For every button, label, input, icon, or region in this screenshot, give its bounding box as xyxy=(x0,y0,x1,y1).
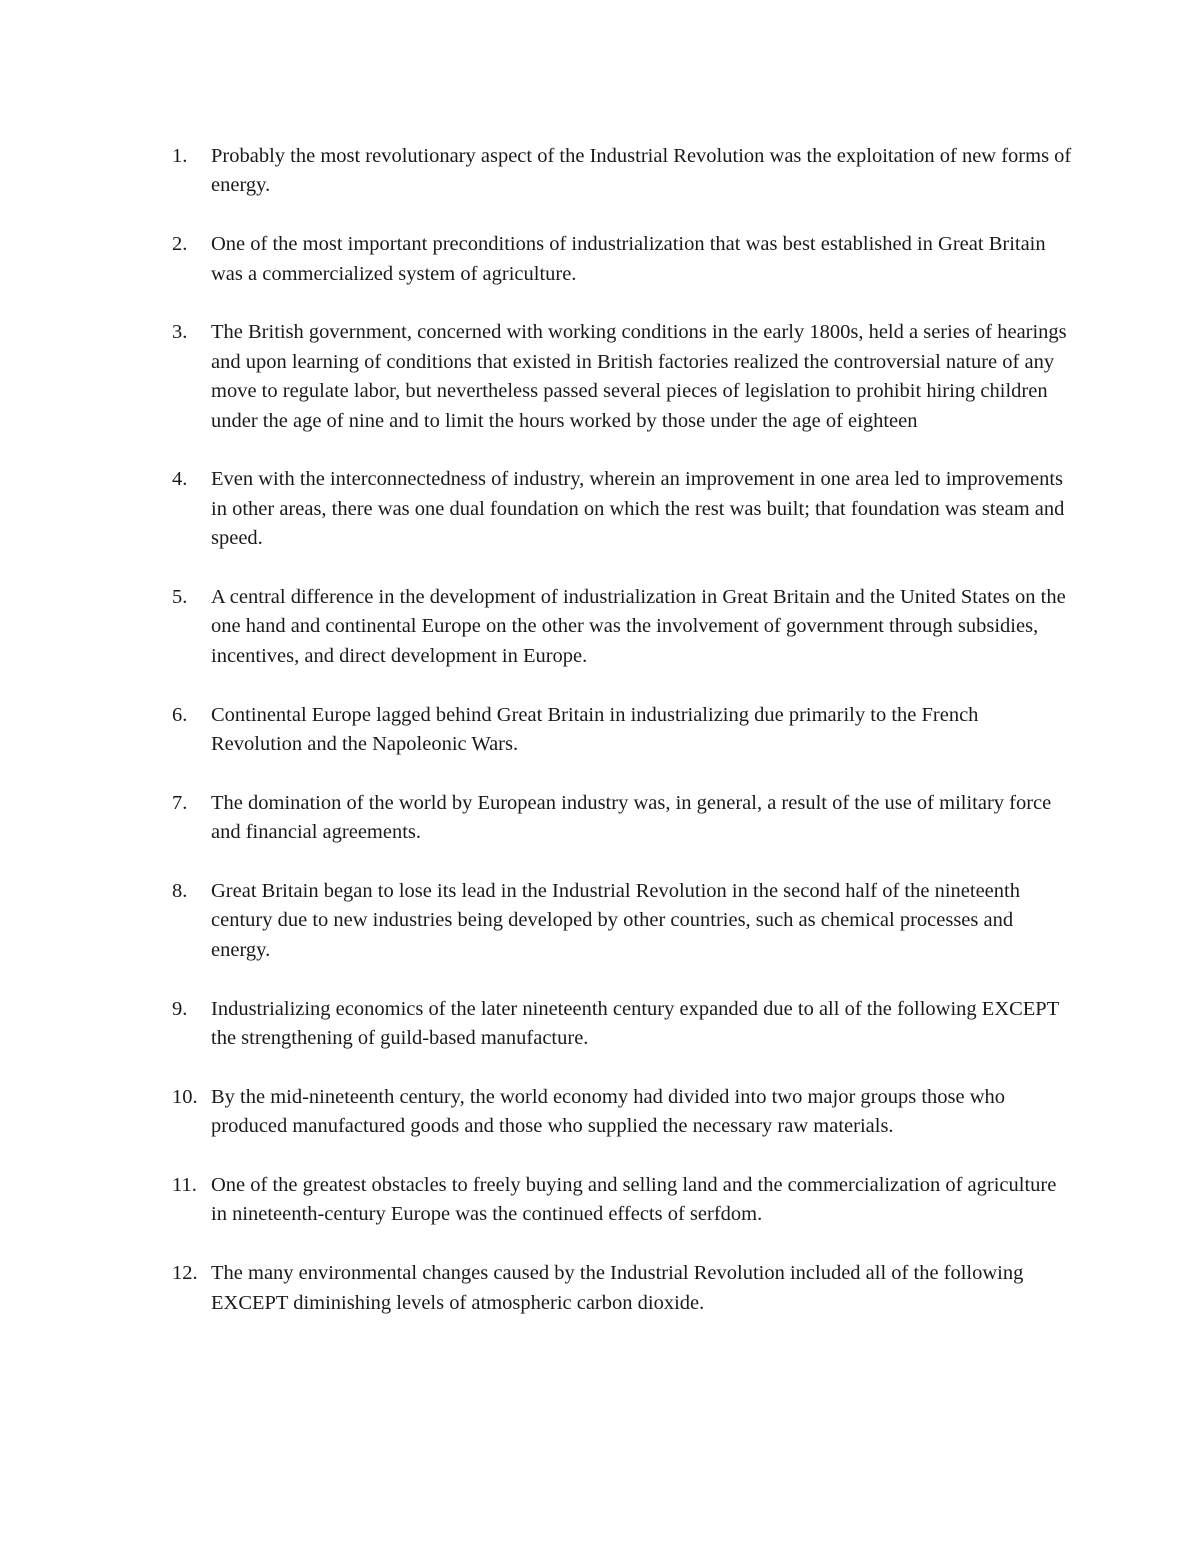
item-text: By the mid-nineteenth century, the world economy had divided into two major groups those who produced manufactured goods and those who supplied the necessary raw materials. xyxy=(211,1085,1006,1138)
list-item xyxy=(172,1259,1072,1318)
list-item xyxy=(172,877,1072,965)
item-text: One of the greatest obstacles to freely buying and selling land and the commercialization of agriculture in nineteenth-century Europe was the continued effects of serfdom. xyxy=(211,1174,1057,1226)
list-item xyxy=(172,318,1072,436)
item-number: 10. xyxy=(172,1085,198,1108)
item-number: 8. xyxy=(172,880,188,903)
list-item xyxy=(172,1171,1072,1230)
item-number: 7. xyxy=(172,791,188,814)
list-item xyxy=(172,465,1072,553)
list-item xyxy=(172,230,1072,289)
item-number: 9. xyxy=(172,997,188,1020)
list-item xyxy=(172,142,1072,201)
item-text: The British government, concerned with working conditions in the early 1800s, held a series of hearings and upon learning of conditions that existed in British factories realized the controversial nature of any move to regulate labor, but nevertheless passed several pieces of legislation to prohibit hiring children under the age of nine and to limit the hours worked by those under the age of eighteen xyxy=(211,321,1067,432)
item-text: Great Britain began to lose its lead in the Industrial Revolution in the second half of the nineteenth century due to new industries being developed by other countries, such as chemical processes and energy. xyxy=(211,880,1020,961)
item-text: The many environmental changes caused by the Industrial Revolution included all of the following EXCEPT diminishing levels of atmospheric carbon dioxide. xyxy=(211,1262,1024,1314)
item-number: 4. xyxy=(172,468,188,491)
item-number: 12. xyxy=(172,1262,198,1285)
item-text: Industrializing economics of the later nineteenth century expanded due to all of the following EXCEPT the strengthening of guild-based manufacture. xyxy=(211,997,1059,1050)
list-item xyxy=(172,1083,1072,1142)
item-text: The domination of the world by European industry was, in general, a result of the use of military force and financial agreements. xyxy=(211,791,1052,844)
list-item xyxy=(172,789,1072,848)
item-text: One of the most important preconditions of industrialization that was best established in Great Britain was a commercialized system of agriculture. xyxy=(211,233,1046,285)
list-item xyxy=(172,995,1072,1054)
item-text: Probably the most revolutionary aspect of the Industrial Revolution was the exploitation of new forms of energy. xyxy=(211,145,1072,197)
item-text: Even with the interconnectedness of industry, wherein an improvement in one area led to improvements in other areas, there was one dual foundation on which the rest was built; that foundation was steam and speed. xyxy=(211,468,1065,550)
item-number: 6. xyxy=(172,703,188,726)
item-text: Continental Europe lagged behind Great Britain in industrializing due primarily to the French Revolution and the Napoleonic Wars. xyxy=(211,703,979,756)
item-number: 11. xyxy=(172,1174,197,1197)
item-number: 2. xyxy=(172,233,188,256)
list-item xyxy=(172,701,1072,760)
item-text: A central difference in the development of industrialization in Great Britain and the United States on the one hand and continental Europe on the other was the involvement of government through subsidies, incentives, and direct development in Europe. xyxy=(211,586,1066,667)
item-number: 5. xyxy=(172,586,188,609)
numbered-list xyxy=(172,142,1072,1347)
item-number: 1. xyxy=(172,145,188,167)
list-item xyxy=(172,583,1072,671)
item-number: 3. xyxy=(172,321,188,344)
